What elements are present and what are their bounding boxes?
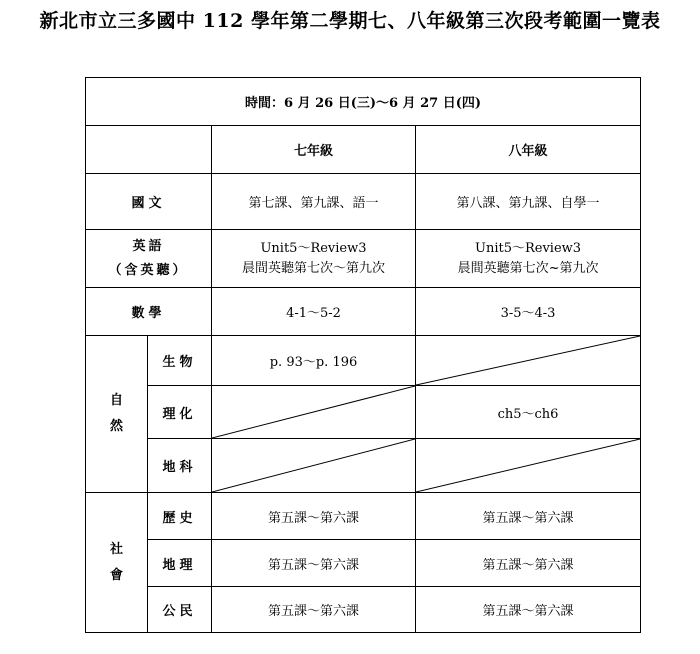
chinese-g8: 第八課、第九課、自學一 xyxy=(416,174,641,230)
group-social xyxy=(86,493,148,633)
table-row xyxy=(86,336,641,386)
diagonal-slash xyxy=(416,336,640,385)
diagonal-slash xyxy=(212,386,415,438)
english-listening-label: （含英聽） xyxy=(108,262,189,278)
earth-g8-empty xyxy=(416,439,641,493)
english-label: 英語 xyxy=(132,238,165,254)
subject-geography: 地理 xyxy=(148,540,212,587)
table-row xyxy=(86,288,641,336)
grade7-header: 七年級 xyxy=(212,126,416,174)
table-row xyxy=(86,493,641,540)
table-row xyxy=(86,386,641,439)
science-char2: 然 xyxy=(109,419,123,434)
english-g7-line2: 晨間英聽第七次～第九次 xyxy=(241,260,385,276)
math-g7: 4-1～5-2 xyxy=(212,288,416,336)
corner-cell xyxy=(86,126,212,174)
diagonal-slash xyxy=(416,439,640,492)
group-science xyxy=(86,336,148,493)
table-row xyxy=(86,230,641,288)
geography-g7: 第五課～第六課 xyxy=(212,540,416,587)
earth-g7-empty xyxy=(212,439,416,493)
table-row xyxy=(86,174,641,230)
history-g8: 第五課～第六課 xyxy=(416,493,641,540)
subject-english xyxy=(86,230,212,288)
grade8-header: 八年級 xyxy=(416,126,641,174)
page-title: 新北市立三多國中 112 學年第二學期七、八年級第三次段考範圍一覽表 xyxy=(39,10,661,32)
chinese-g7: 第七課、第九課、語一 xyxy=(212,174,416,230)
diagonal-slash xyxy=(212,439,415,492)
biology-g8-empty xyxy=(416,336,641,386)
english-g8 xyxy=(416,230,641,288)
physchem-g8: ch5～ch6 xyxy=(416,386,641,439)
english-g7 xyxy=(212,230,416,288)
table-row xyxy=(86,439,641,493)
english-g8-line1: Unit5～Review3 xyxy=(474,240,582,256)
english-g8-line2: 晨間英聽第七次~第九次 xyxy=(457,260,599,276)
social-char1: 社 xyxy=(109,541,123,557)
history-g7: 第五課～第六課 xyxy=(212,493,416,540)
civics-g7: 第五課～第六課 xyxy=(212,587,416,633)
subject-civics: 公民 xyxy=(148,587,212,633)
table-row xyxy=(86,540,641,587)
english-g7-line1: Unit5～Review3 xyxy=(260,240,367,256)
civics-g8: 第五課～第六課 xyxy=(416,587,641,633)
subject-history: 歷史 xyxy=(148,493,212,540)
exam-scope-table xyxy=(85,77,641,633)
table-row xyxy=(86,587,641,633)
geography-g8: 第五課～第六課 xyxy=(416,540,641,587)
subject-chinese: 國文 xyxy=(86,174,212,230)
subject-biology: 生物 xyxy=(148,336,212,386)
subject-math: 數學 xyxy=(86,288,212,336)
science-char1: 自 xyxy=(109,393,123,408)
physchem-g7-empty xyxy=(212,386,416,439)
subject-earth: 地科 xyxy=(148,439,212,493)
biology-g7: p. 93～p. 196 xyxy=(212,336,416,386)
math-g8: 3-5～4-3 xyxy=(416,288,641,336)
schedule-cell: 時間：6 月 26 日(三)～6 月 27 日(四) xyxy=(86,78,641,126)
subject-physchem: 理化 xyxy=(148,386,212,439)
social-char2: 會 xyxy=(109,567,123,583)
